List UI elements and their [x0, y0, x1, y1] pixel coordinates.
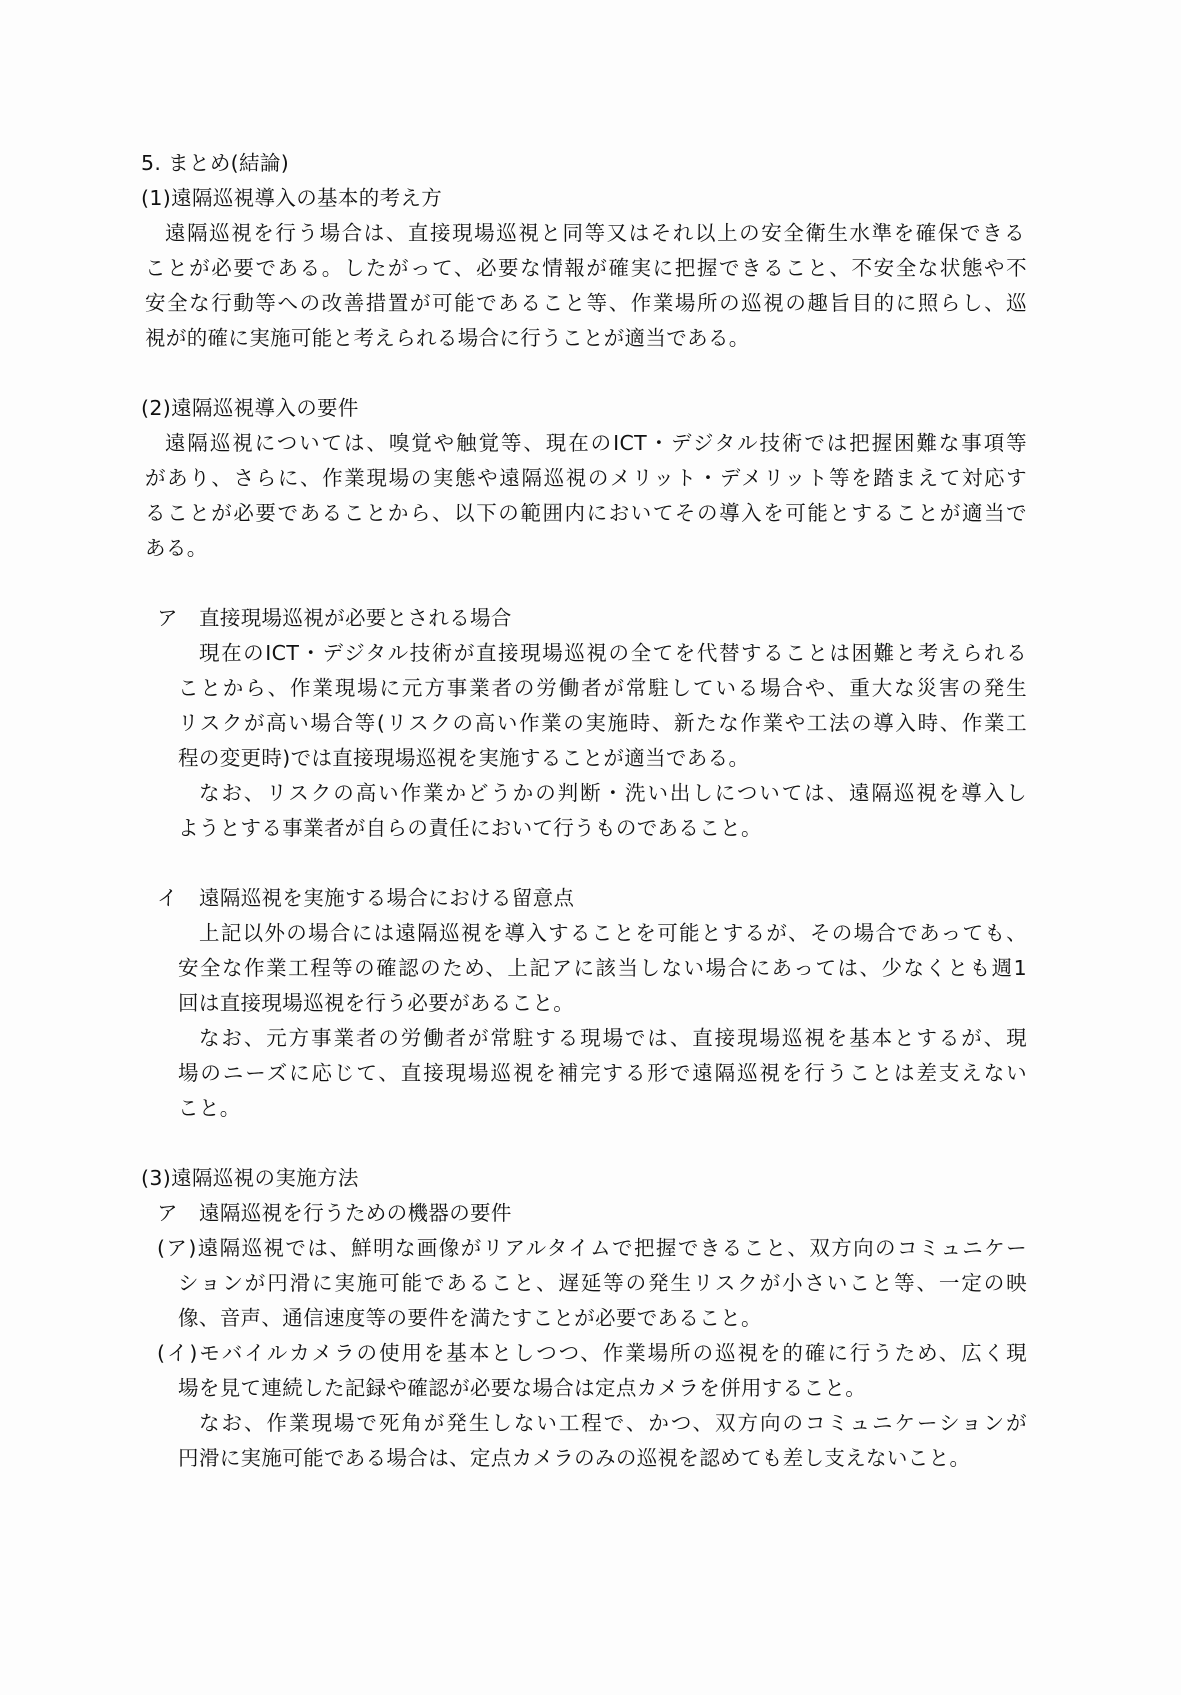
subsection-heading-3: (3)遠隔巡視の実施方法	[141, 1166, 359, 1190]
paragraph-line: ションが円滑に実施可能であること、遅延等の発生リスクが小さいこと等、一定の映	[178, 1271, 1027, 1295]
paragraph-line: なお、作業現場で死角が発生しない工程で、かつ、双方向のコミュニケーションが	[199, 1411, 1027, 1435]
paragraph-line: リスクが高い場合等(リスクの高い作業の実施時、新たな作業や工法の導入時、作業工	[178, 711, 1027, 735]
paragraph-line: 場を見て連続した記録や確認が必要な場合は定点カメラを併用すること。	[178, 1376, 867, 1400]
paragraph-line: 現在のICT・デジタル技術が直接現場巡視の全てを代替することは困難と考えられる	[199, 641, 1027, 665]
paragraph-line: 像、音声、通信速度等の要件を満たすことが必要であること。	[178, 1306, 762, 1330]
section-title: 5. まとめ(結論)	[141, 151, 290, 175]
paragraph-line: (ア)遠隔巡視では、鮮明な画像がリアルタイムで把握できること、双方向のコミュニケー	[157, 1236, 1027, 1260]
paragraph-line: ようとする事業者が自らの責任において行うものであること。	[178, 816, 762, 840]
paragraph-line: 回は直接現場巡視を行う必要があること。	[178, 991, 575, 1015]
subsection-heading-1: (1)遠隔巡視導入の基本的考え方	[141, 186, 443, 210]
paragraph-line: 視が的確に実施可能と考えられる場合に行うことが適当である。	[145, 326, 750, 350]
paragraph-line: こと。	[178, 1096, 241, 1120]
item-title: 遠隔巡視を行うための機器の要件	[199, 1201, 512, 1225]
subsection-heading-2: (2)遠隔巡視導入の要件	[141, 396, 359, 420]
paragraph-line: なお、元方事業者の労働者が常駐する現場では、直接現場巡視を基本とするが、現	[199, 1026, 1027, 1050]
paragraph-line: ある。	[145, 536, 208, 560]
item-title: 直接現場巡視が必要とされる場合	[199, 606, 512, 630]
paragraph-line: (イ)モバイルカメラの使用を基本としつつ、作業場所の巡視を的確に行うため、広く現	[157, 1341, 1027, 1365]
paragraph-line: ことが必要である。したがって、必要な情報が確実に把握できること、不安全な状態や不	[145, 256, 1027, 280]
paragraph-line: 程の変更時)では直接現場巡視を実施することが適当である。	[178, 746, 750, 770]
item-marker: ア	[157, 606, 178, 630]
paragraph-line: 上記以外の場合には遠隔巡視を導入することを可能とするが、その場合であっても、	[199, 921, 1027, 945]
paragraph-line: なお、リスクの高い作業かどうかの判断・洗い出しについては、遠隔巡視を導入し	[199, 781, 1027, 805]
paragraph-line: 遠隔巡視を行う場合は、直接現場巡視と同等又はそれ以上の安全衛生水準を確保できる	[165, 221, 1025, 245]
paragraph-line: 安全な作業工程等の確認のため、上記アに該当しない場合にあっては、少なくとも週1	[178, 956, 1027, 980]
item-marker: イ	[157, 886, 178, 910]
paragraph-line: ことから、作業現場に元方事業者の労働者が常駐している場合や、重大な災害の発生	[178, 676, 1027, 700]
item-title: 遠隔巡視を実施する場合における留意点	[199, 886, 575, 910]
paragraph-line: 場のニーズに応じて、直接現場巡視を補完する形で遠隔巡視を行うことは差支えない	[178, 1061, 1027, 1085]
paragraph-line: 安全な行動等への改善措置が可能であること等、作業場所の巡視の趣旨目的に照らし、巡	[145, 291, 1027, 315]
paragraph-line: 遠隔巡視については、嗅覚や触覚等、現在のICT・デジタル技術では把握困難な事項等	[165, 431, 1027, 455]
paragraph-line: ることが必要であることから、以下の範囲内においてその導入を可能とすることが適当で	[145, 501, 1027, 525]
paragraph-line: があり、さらに、作業現場の実態や遠隔巡視のメリット・デメリット等を踏まえて対応す	[145, 466, 1027, 490]
paragraph-line: 円滑に実施可能である場合は、定点カメラのみの巡視を認めても差し支えないこと。	[178, 1446, 971, 1470]
item-marker: ア	[157, 1201, 178, 1225]
